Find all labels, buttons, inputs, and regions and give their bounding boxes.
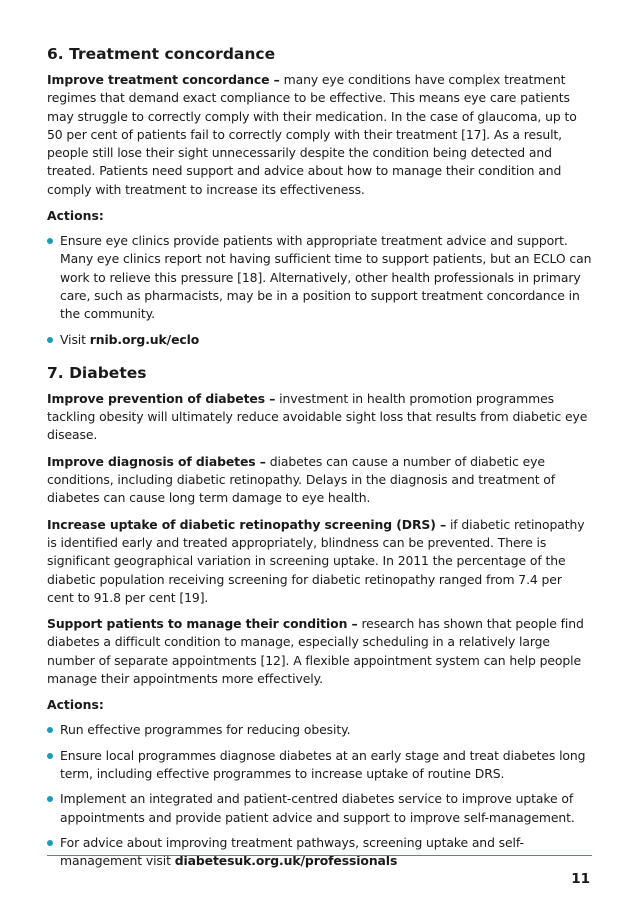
paragraph-lead: Improve prevention of diabetes – (47, 390, 276, 406)
paragraph-text: if diabetic retinopathy is identified early and treated appropriately, blindness can be prevented. There is significant geographical variation in screening uptake. In 2011 the percentage of the diabetic population receiving screening for diabetic retinopathy ranged from 7.4 per cent to 91.8 per cent [19]. (47, 516, 585, 605)
bullet-icon (47, 238, 53, 244)
list-item-text: Implement an integrated and patient-centred diabetes service to improve uptake of appointments and provide patient advice and support to improve self-management. (60, 791, 575, 825)
page-number: 11 (571, 871, 590, 887)
paragraph (47, 516, 592, 607)
list-item (47, 834, 592, 871)
bullet-icon (47, 337, 53, 343)
bullet-icon (47, 753, 53, 759)
paragraph-lead: Improve treatment concordance – (47, 72, 280, 87)
list-item-text: For advice about improving treatment pathways, screening uptake and self-management visit (60, 834, 524, 869)
footer-divider (47, 855, 592, 856)
list-item (47, 721, 592, 739)
bullet-icon (47, 796, 53, 802)
list-item (47, 790, 592, 827)
list-item-text: Visit (60, 331, 90, 347)
link-rnib-eclo[interactable]: rnib.org.uk/eclo (89, 331, 200, 347)
list-item-text: Ensure eye clinics provide patients with appropriate treatment advice and support. Many eye clinics report not having sufficient time to support patients, but an ECLO can work to relieve this pressure [18]. Alternatively, other health professionals in primary care, such as pharmacists, may be in a position to support treatment concordance in the community. (60, 233, 592, 322)
list-item (47, 331, 592, 349)
section-treatment-concordance (47, 44, 592, 349)
actions-list (47, 232, 592, 349)
section-diabetes (47, 363, 592, 871)
list-item-text: Ensure local programmes diagnose diabetes at an early stage and treat diabetes long term, including effective programmes to increase uptake of routine DRS. (60, 747, 586, 781)
paragraph-text: investment in health promotion programmes tackling obesity will ultimately reduce avoidable sight loss that results from diabetic eye disease. (47, 390, 588, 443)
paragraph (47, 453, 592, 508)
list-item-text: Run effective programmes for reducing obesity. (60, 722, 351, 738)
actions-label: Actions: (47, 697, 104, 713)
actions-label: Actions: (47, 208, 104, 224)
paragraph-text: diabetes can cause a number of diabetic eye conditions, including diabetic retinopathy. Delays in the diagnosis and treatment of diabetes can cause long term damage to eye health. (47, 453, 556, 506)
paragraph-text: research has shown that people find diabetes a difficult condition to manage, especially scheduling in a relatively large number of separate appointments [12]. A flexible appointment system can help people manage their appointments more effectively. (47, 616, 584, 687)
section-heading: 6. Treatment concordance (47, 45, 276, 63)
paragraph (47, 615, 592, 688)
link-diabetesuk-professionals[interactable]: diabetesuk.org.uk/professionals (174, 853, 398, 869)
actions-list (47, 721, 592, 870)
paragraph-text: many eye conditions have complex treatment regimes that demand exact compliance to be effective. This means eye care patients may struggle to correctly comply with their medication. In the case of glaucoma, up to 50 per cent of patients fail to correctly comply with their treatment [17]. As a result, people still lose their sight unnecessarily despite the condition being detected and treated. Patients need support and advice about how to manage their condition and comply with treatment to increase its effectiveness. (47, 72, 577, 197)
paragraph-lead: Improve diagnosis of diabetes – (47, 453, 266, 469)
list-item (47, 232, 592, 323)
paragraph (47, 390, 592, 445)
list-item (47, 747, 592, 784)
paragraph-lead: Support patients to manage their condition – (47, 616, 358, 632)
section-heading: 7. Diabetes (47, 363, 147, 382)
paragraph (47, 71, 592, 199)
paragraph-lead: Increase uptake of diabetic retinopathy screening (DRS) – (47, 516, 447, 532)
bullet-icon (47, 840, 53, 846)
bullet-icon (47, 727, 53, 733)
